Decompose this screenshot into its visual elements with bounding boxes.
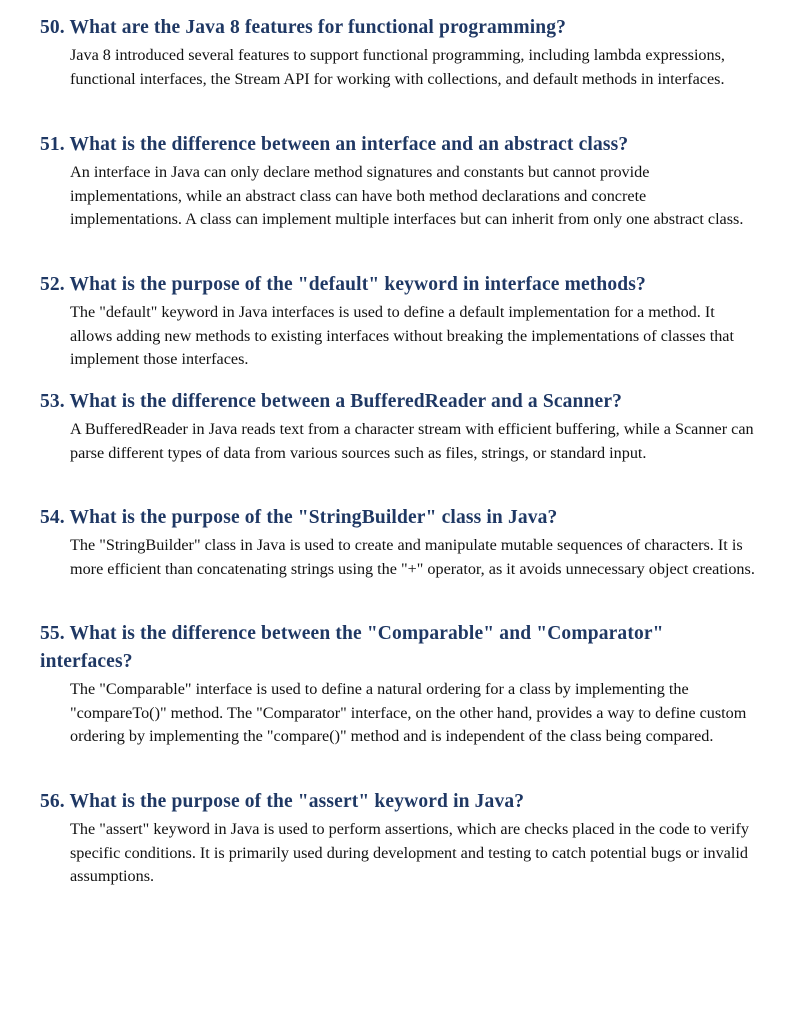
question-heading: 56. What is the purpose of the "assert" keyword in Java? xyxy=(40,791,525,812)
question-heading: 51. What is the difference between an interface and an abstract class? xyxy=(40,134,629,155)
question-heading: 53. What is the difference between a BufferedReader and a Scanner? xyxy=(40,391,623,412)
answer-paragraph: The "default" keyword in Java interfaces is used to define a default implementation for a method. It allows adding new methods to existing interfaces without breaking the implementations of classes that implement those interfaces. xyxy=(70,303,734,368)
answer-paragraph: The "assert" keyword in Java is used to perform assertions, which are checks placed in the code to verify specific conditions. It is primarily used during development and testing to catch potential bugs or invalid assumptions. xyxy=(70,820,749,885)
question-heading: 50. What are the Java 8 features for functional programming? xyxy=(40,17,567,38)
answer-paragraph: A BufferedReader in Java reads text from a character stream with efficient buffering, while a Scanner can parse different types of data from various sources such as files, strings, or standard input. xyxy=(70,420,754,462)
question-heading: 54. What is the purpose of the "StringBuilder" class in Java? xyxy=(40,507,558,528)
qa-item-56 xyxy=(40,788,756,889)
qa-item-54 xyxy=(40,504,756,581)
qa-item-52 xyxy=(40,271,756,372)
qa-item-53 xyxy=(40,388,756,465)
qa-item-55 xyxy=(40,620,756,749)
qa-item-50 xyxy=(40,14,756,91)
answer-paragraph: The "StringBuilder" class in Java is used to create and manipulate mutable sequences of characters. It is more efficient than concatenating strings using the "+" operator, as it avoids unnecessary object creations. xyxy=(70,536,755,578)
answer-paragraph: The "Comparable" interface is used to define a natural ordering for a class by implementing the "compareTo()" method. The "Comparator" interface, on the other hand, provides a way to define custom ordering by implementing the "compare()" method and is independent of the class being compared. xyxy=(70,680,747,745)
question-heading: 55. What is the difference between the "Comparable" and "Comparator" interfaces? xyxy=(40,623,664,672)
answer-paragraph: Java 8 introduced several features to support functional programming, including lambda expressions, functional interfaces, the Stream API for working with collections, and default methods in interfaces. xyxy=(70,46,725,88)
qa-item-51 xyxy=(40,131,756,232)
answer-paragraph: An interface in Java can only declare method signatures and constants but cannot provide implementations, while an abstract class can have both method declarations and concrete implementations. A class can implement multiple interfaces but can inherit from only one abstract class. xyxy=(70,163,744,228)
question-heading: 52. What is the purpose of the "default" keyword in interface methods? xyxy=(40,274,646,295)
